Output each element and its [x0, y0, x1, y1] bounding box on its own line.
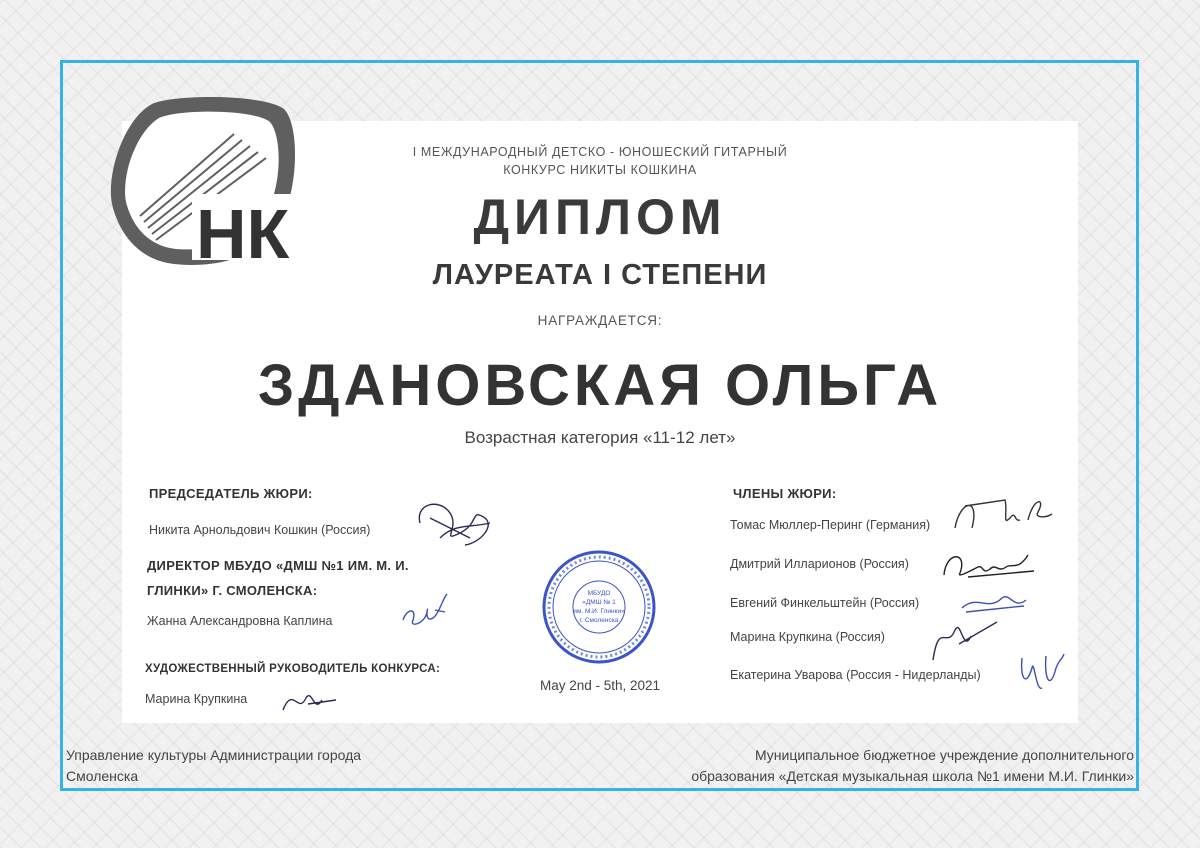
chairman-heading: ПРЕДСЕДАТЕЛЬ ЖЮРИ:	[149, 486, 313, 501]
svg-text:НК: НК	[196, 195, 290, 273]
director-name: Жанна Александровна Каплина	[147, 614, 333, 628]
jury-member: Томас Мюллер-Перинг (Германия)	[730, 518, 931, 532]
stamp-line-3: им. М.И. Глинки»	[573, 608, 625, 615]
footer-left-line-1: Управление культуры Администрации города	[66, 747, 362, 763]
jury-member: Марина Крупкина (Россия)	[730, 630, 885, 644]
jury-member: Евгений Финкельштейн (Россия)	[730, 596, 920, 610]
event-title	[370, 143, 830, 179]
signature-icon	[278, 680, 338, 720]
nk-logo-icon	[104, 94, 314, 280]
footer-right-line-2: образования «Детская музыкальная школа №1 имени М.И. Глинки»	[691, 768, 1134, 784]
jury-member: Дмитрий Илларионов (Россия)	[730, 557, 909, 571]
stamp-line-1: МБУДО	[587, 590, 611, 597]
diploma-title: ДИПЛОМ	[473, 189, 727, 245]
signature-icon	[1012, 648, 1070, 696]
signature-icon	[410, 493, 500, 553]
competition-dates: May 2nd - 5th, 2021	[539, 678, 661, 693]
stamp-line-2: «ДМШ № 1	[582, 599, 616, 606]
footer-left-line-2: Смоленска	[66, 768, 139, 784]
art-director-name: Марина Крупкина	[145, 692, 248, 706]
jury-heading: ЧЛЕНЫ ЖЮРИ:	[733, 486, 837, 501]
stamp-line-4: г. Смоленска	[579, 617, 619, 624]
signature-icon	[950, 488, 1055, 538]
jury-member: Екатерина Уварова (Россия - Нидерланды)	[730, 668, 981, 682]
age-category: Возрастная категория «11-12 лет»	[464, 428, 736, 447]
signature-icon	[938, 545, 1038, 583]
recipient-name: ЗДАНОВСКАЯ ОЛЬГА	[257, 353, 943, 418]
official-stamp	[540, 548, 658, 666]
awarded-label: НАГРАЖДАЕТСЯ:	[537, 313, 663, 328]
footer-right	[691, 745, 1134, 787]
director-heading	[147, 558, 409, 598]
chairman-name: Никита Арнольдович Кошкин (Россия)	[149, 523, 371, 537]
event-title-line-2: КОНКУРС НИКИТЫ КОШКИНА	[503, 163, 697, 177]
diploma-subtitle: ЛАУРЕАТА I СТЕПЕНИ	[432, 259, 768, 291]
footer-right-line-1: Муниципальное бюджетное учреждение дополнительного	[754, 747, 1134, 763]
footer-left	[66, 745, 361, 787]
director-heading-line-1: ДИРЕКТОР МБУДО «ДМШ №1 ИМ. М. И.	[147, 558, 409, 573]
signature-icon	[925, 610, 1000, 665]
director-heading-line-2: ГЛИНКИ» Г. СМОЛЕНСКА:	[147, 583, 318, 598]
art-director-heading: ХУДОЖЕСТВЕННЫЙ РУКОВОДИТЕЛЬ КОНКУРСА:	[145, 663, 441, 675]
signature-icon	[395, 588, 455, 633]
event-title-line-1: I МЕЖДУНАРОДНЫЙ ДЕТСКО - ЮНОШЕСКИЙ ГИТАРНЫЙ	[412, 145, 788, 159]
